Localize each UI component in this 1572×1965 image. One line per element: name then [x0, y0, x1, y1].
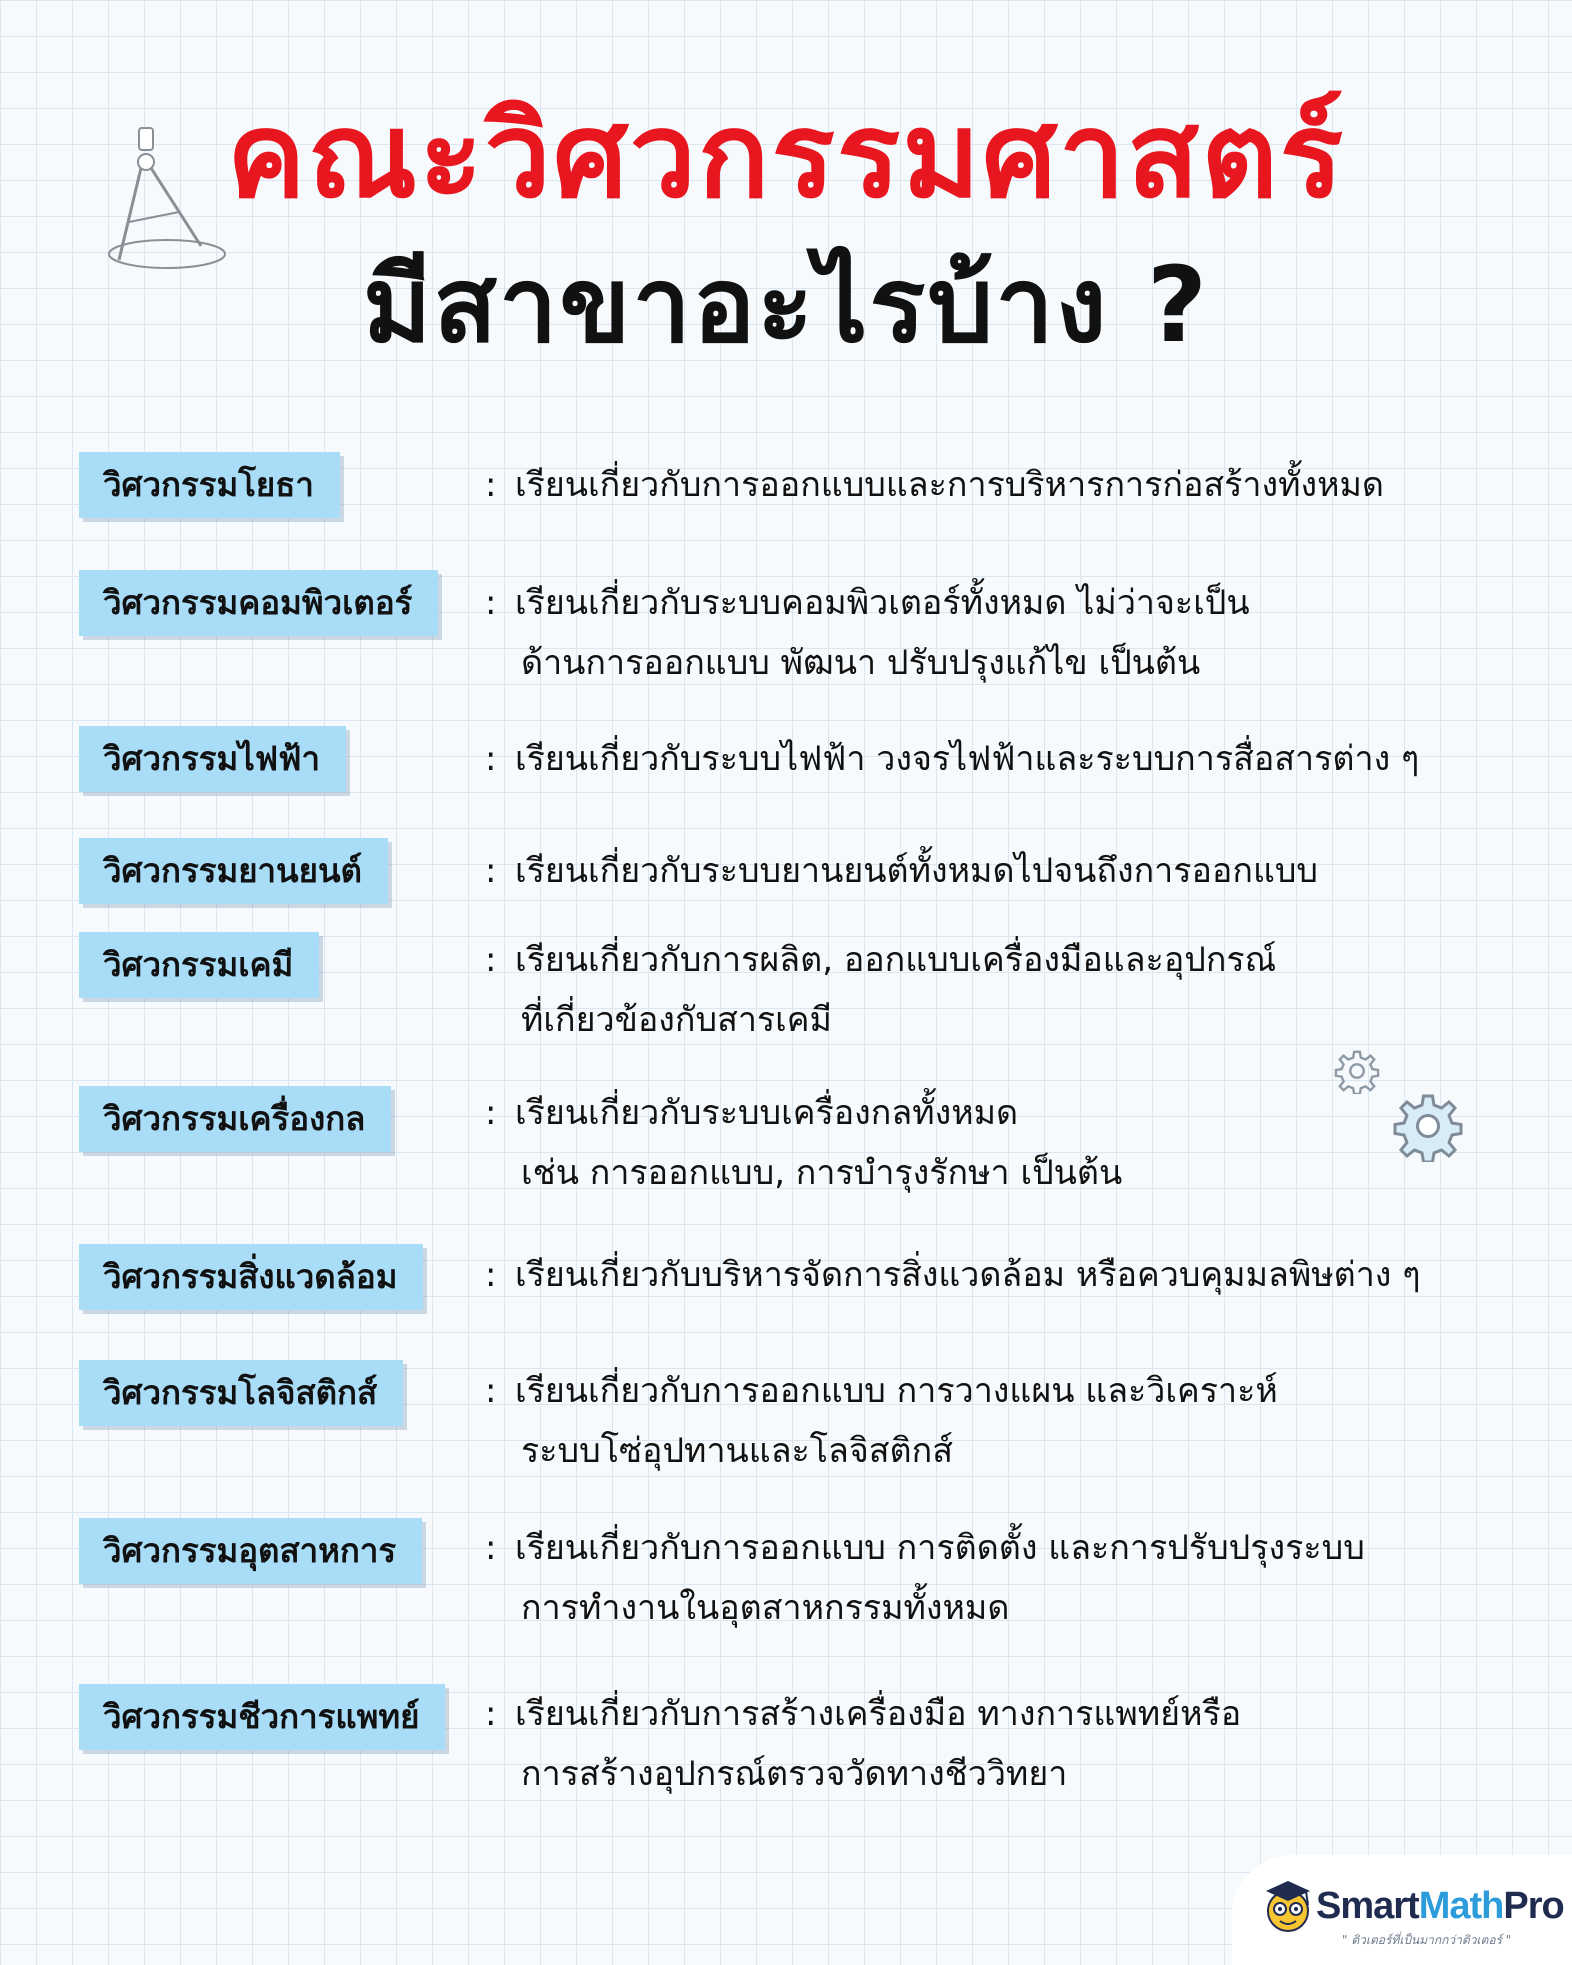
separator: :: [485, 940, 497, 980]
branch-description: [515, 930, 1545, 1050]
separator: :: [485, 1093, 497, 1133]
description-line: การสร้างอุปกรณ์ตรวจวัดทางชีววิทยา: [521, 1754, 1068, 1794]
branch-description: [515, 1518, 1545, 1638]
description-line: ด้านการออกแบบ พัฒนา ปรับปรุงแก้ไข เป็นต้น: [521, 643, 1201, 683]
brand-tagline: " ติวเตอร์ที่เป็นมากกว่าติวเตอร์ ": [1342, 1933, 1512, 1947]
description-line: เช่น การออกแบบ, การบำรุงรักษา เป็นต้น: [521, 1153, 1123, 1193]
description-line: เรียนเกี่ยวกับการออกแบบ การติดตั้ง และการปรับปรุงระบบ: [515, 1528, 1365, 1568]
branch-description: [515, 1361, 1545, 1481]
description-line: เรียนเกี่ยวกับการออกแบบและการบริหารการก่อสร้างทั้งหมด: [515, 465, 1385, 505]
branch-name: วิศวกรรมโยธา: [79, 452, 340, 518]
branch-description: [515, 729, 1545, 789]
branch-name: วิศวกรรมสิ่งแวดล้อม: [79, 1244, 423, 1310]
branch-name: วิศวกรรมโลจิสติกส์: [79, 1360, 403, 1426]
brand-logo: [1232, 1855, 1572, 1965]
description-line: เรียนเกี่ยวกับการออกแบบ การวางแผน และวิเคราะห์: [515, 1371, 1278, 1411]
brand-smart: Smart: [1316, 1885, 1419, 1927]
separator: :: [485, 851, 497, 891]
branch-description: [515, 1684, 1545, 1804]
description-line: ที่เกี่ยวข้องกับสารเคมี: [521, 1000, 832, 1040]
branch-description: [515, 1245, 1545, 1305]
separator: :: [485, 1371, 497, 1411]
separator: :: [485, 1694, 497, 1734]
brand-math: Math: [1418, 1885, 1504, 1927]
description-line: เรียนเกี่ยวกับระบบไฟฟ้า วงจรไฟฟ้าและระบบการสื่อสารต่าง ๆ: [515, 739, 1420, 779]
branch-name: วิศวกรรมไฟฟ้า: [79, 726, 346, 792]
branch-name: วิศวกรรมเครื่องกล: [79, 1086, 391, 1152]
description-line: การทำงานในอุตสาหกรรมทั้งหมด: [521, 1588, 1010, 1628]
description-line: เรียนเกี่ยวกับระบบคอมพิวเตอร์ทั้งหมด ไม่ว่าจะเป็น: [515, 583, 1250, 623]
branch-description: [515, 455, 1545, 515]
separator: :: [485, 1528, 497, 1568]
description-line: เรียนเกี่ยวกับการสร้างเครื่องมือ ทางการแพทย์หรือ: [515, 1694, 1242, 1734]
description-line: เรียนเกี่ยวกับการผลิต, ออกแบบเครื่องมือและอุปกรณ์: [515, 940, 1277, 980]
title-line-1: คณะวิศวกรรมศาสตร์: [226, 86, 1346, 224]
branch-name: วิศวกรรมอุตสาหการ: [79, 1518, 422, 1584]
title-line-2: มีสาขาอะไรบ้าง ?: [362, 244, 1210, 366]
branch-description: [515, 1083, 1545, 1203]
branch-description: [515, 841, 1545, 901]
drafting-compass-icon: [105, 122, 235, 282]
separator: :: [485, 465, 497, 505]
description-line: เรียนเกี่ยวกับระบบยานยนต์ทั้งหมดไปจนถึงการออกแบบ: [515, 851, 1319, 891]
branch-name: วิศวกรรมคอมพิวเตอร์: [79, 570, 438, 636]
branch-description: [515, 573, 1545, 693]
separator: :: [485, 583, 497, 623]
graduate-mascot-icon: [1262, 1879, 1314, 1933]
separator: :: [485, 739, 497, 779]
branch-name: วิศวกรรมชีวการแพทย์: [79, 1684, 445, 1750]
brand-name: [1316, 1885, 1564, 1928]
description-line: ระบบโซ่อุปทานและโลจิสติกส์: [521, 1431, 953, 1471]
brand-pro: Pro: [1503, 1885, 1564, 1927]
description-line: เรียนเกี่ยวกับบริหารจัดการสิ่งแวดล้อม หรือควบคุมมลพิษต่าง ๆ: [515, 1255, 1421, 1295]
branch-name: วิศวกรรมยานยนต์: [79, 838, 388, 904]
separator: :: [485, 1255, 497, 1295]
description-line: เรียนเกี่ยวกับระบบเครื่องกลทั้งหมด: [515, 1093, 1019, 1133]
branch-name: วิศวกรรมเคมี: [79, 932, 319, 998]
